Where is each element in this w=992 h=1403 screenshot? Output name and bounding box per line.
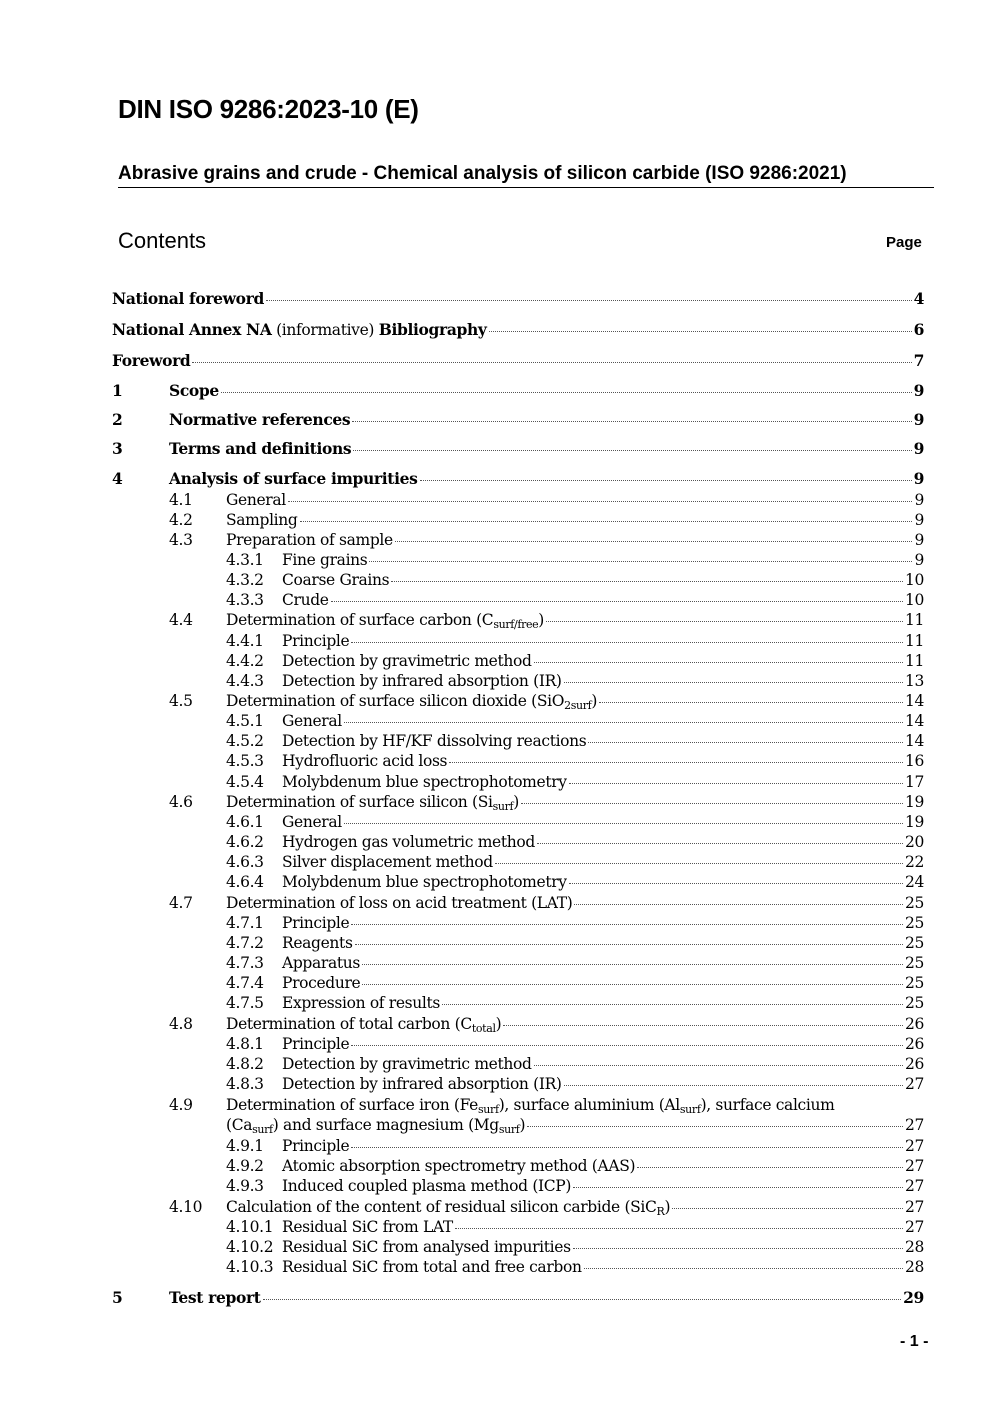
toc-leader — [369, 560, 912, 562]
toc-entry-4-2[interactable] — [169, 510, 924, 530]
toc-leader — [355, 943, 903, 945]
toc-title: Atomic absorption spectrometry method (AAS) — [282, 1157, 636, 1175]
toc-leader — [221, 391, 912, 393]
toc-leader — [546, 620, 903, 622]
toc-leader — [569, 782, 903, 784]
toc-leader — [351, 641, 903, 643]
toc-entry-4-9-3[interactable] — [226, 1176, 924, 1196]
toc-page: 26 — [904, 1055, 924, 1073]
toc-title — [112, 320, 487, 340]
toc-entry-4-5-1[interactable] — [226, 711, 924, 731]
toc-page: 11 — [904, 611, 924, 629]
toc-entry-national-annex[interactable] — [112, 320, 924, 340]
toc-entry-4-8-2[interactable] — [226, 1054, 924, 1074]
toc-number: 4.1 — [169, 491, 193, 509]
toc-title: Induced coupled plasma method (ICP) — [282, 1177, 572, 1195]
toc-title: Apparatus — [282, 954, 360, 972]
toc-number: 4.9.1 — [226, 1137, 264, 1155]
toc-page: 11 — [904, 652, 924, 670]
toc-title: Principle — [282, 1035, 350, 1053]
toc-leader — [574, 903, 903, 905]
toc-leader — [192, 361, 911, 363]
toc-title: Silver displacement method — [282, 853, 493, 871]
toc-title: Residual SiC from LAT — [282, 1218, 453, 1236]
toc-page: 9 — [914, 551, 924, 569]
toc-entry-4-4-3[interactable] — [226, 671, 924, 691]
toc-entry-4-9-2[interactable] — [226, 1156, 924, 1176]
toc-number: 4.5.3 — [226, 752, 264, 770]
toc-entry-4-3[interactable] — [169, 530, 924, 550]
toc-entry-4-10-1[interactable] — [226, 1217, 924, 1237]
toc-entry-5[interactable] — [112, 1288, 924, 1308]
toc-entry-4-10[interactable] — [169, 1197, 924, 1217]
toc-entry-4-6-1[interactable] — [226, 812, 924, 832]
toc-leader — [564, 681, 903, 683]
toc-number: 4.3 — [169, 531, 193, 549]
toc-title — [226, 1014, 501, 1034]
toc-title — [226, 691, 597, 711]
footer-page-number: - 1 - — [900, 1333, 929, 1350]
toc-page: 14 — [904, 732, 924, 750]
toc-leader — [637, 1166, 903, 1168]
toc-number: 4.6.3 — [226, 853, 264, 871]
toc-page: 4 — [913, 289, 924, 308]
toc-number: 5 — [112, 1288, 123, 1307]
toc-page: 14 — [904, 692, 924, 710]
toc-number: 4 — [112, 469, 123, 488]
toc-page: 24 — [904, 873, 924, 891]
toc-number: 4.5.2 — [226, 732, 264, 750]
toc-page: 25 — [904, 894, 924, 912]
toc-title-subscript: surf/free — [493, 618, 539, 631]
toc-number: 4.6.1 — [226, 813, 264, 831]
toc-entry-4-9-1[interactable] — [226, 1136, 924, 1156]
toc-entry-4-6-3[interactable] — [226, 852, 924, 872]
toc-entry-national-foreword[interactable] — [112, 289, 924, 309]
toc-page: 27 — [904, 1157, 924, 1175]
toc-page: 11 — [904, 632, 924, 650]
toc-number: 4.10 — [169, 1198, 203, 1216]
toc-title: National foreword — [112, 289, 264, 308]
toc-entry-4[interactable] — [112, 469, 924, 489]
toc-page: 19 — [904, 793, 924, 811]
toc-title: Reagents — [282, 934, 353, 952]
toc-leader — [351, 1044, 903, 1046]
toc-title-end: ) — [591, 692, 598, 710]
toc-title: Molybdenum blue spectrophotometry — [282, 873, 567, 891]
toc-page: 9 — [913, 410, 924, 429]
toc-leader — [569, 882, 903, 884]
toc-page: 28 — [904, 1238, 924, 1256]
toc-number: 4.3.1 — [226, 551, 264, 569]
contents-heading: Contents — [118, 228, 207, 253]
toc-entry-4-10-2[interactable] — [226, 1237, 924, 1257]
toc-entry-4-7-2[interactable] — [226, 933, 924, 953]
toc-number: 4.9.3 — [226, 1177, 264, 1195]
toc-title-end: ) — [513, 793, 519, 811]
toc-leader — [534, 661, 903, 663]
toc-page: 19 — [904, 813, 924, 831]
toc-title: Detection by HF/KF dissolving reactions — [282, 732, 587, 750]
page-column-heading: Page — [886, 234, 922, 251]
toc-number: 4.7.3 — [226, 954, 264, 972]
toc-page: 17 — [904, 773, 924, 791]
toc-leader — [266, 299, 912, 301]
toc-title-subscript: 2surf — [564, 699, 592, 712]
toc-title: Coarse Grains — [282, 571, 390, 589]
toc-leader — [573, 1247, 903, 1249]
toc-title: Scope — [169, 381, 219, 400]
toc-page: 9 — [914, 511, 924, 529]
toc-page: 27 — [904, 1198, 924, 1216]
toc-entry-4-9-line1[interactable] — [169, 1095, 924, 1115]
toc-leader — [672, 1207, 903, 1209]
toc-leader — [351, 923, 903, 925]
toc-entry-4-5[interactable] — [169, 691, 924, 711]
toc-title: General — [226, 491, 286, 509]
toc-entry-4-9-line2[interactable] — [226, 1115, 924, 1135]
toc-leader — [352, 420, 911, 422]
toc-number: 3 — [112, 439, 123, 458]
toc-title: Fine grains — [282, 551, 368, 569]
toc-page: 29 — [903, 1288, 924, 1307]
toc-title — [226, 1095, 834, 1115]
toc-entry-4-7[interactable] — [169, 893, 924, 913]
toc-title-subscript: surf — [252, 1123, 273, 1136]
toc-page: 27 — [904, 1137, 924, 1155]
toc-page: 25 — [904, 954, 924, 972]
toc-leader — [449, 761, 903, 763]
toc-entry-4-7-5[interactable] — [226, 993, 924, 1013]
toc-entry-4-8-3[interactable] — [226, 1074, 924, 1094]
toc-leader — [420, 479, 912, 481]
toc-page: 27 — [904, 1075, 924, 1093]
toc-number: 4.6.2 — [226, 833, 264, 851]
toc-entry-4-7-1[interactable] — [226, 913, 924, 933]
toc-title-end: ) — [664, 1198, 671, 1216]
toc-page: 28 — [904, 1258, 924, 1276]
toc-entry-4-8[interactable] — [169, 1014, 924, 1034]
toc-entry-4-8-1[interactable] — [226, 1034, 924, 1054]
toc-title: Preparation of sample — [226, 531, 393, 549]
toc-page: 26 — [904, 1015, 924, 1033]
toc-entry-4-6[interactable] — [169, 792, 924, 812]
toc-title: Hydrofluoric acid loss — [282, 752, 448, 770]
toc-number: 4.10.1 — [226, 1218, 274, 1236]
toc-entry-4-5-3[interactable] — [226, 751, 924, 771]
toc-leader — [351, 1146, 903, 1148]
toc-number: 4.7.1 — [226, 914, 264, 932]
toc-title: Molybdenum blue spectrophotometry — [282, 773, 567, 791]
toc-number: 4.7 — [169, 894, 193, 912]
toc-title: Detection by gravimetric method — [282, 652, 532, 670]
toc-leader — [503, 1024, 903, 1026]
toc-title: Principle — [282, 1137, 350, 1155]
toc-title-subscript: total — [471, 1022, 496, 1035]
toc-leader — [362, 983, 903, 985]
toc-entry-4-4-2[interactable] — [226, 651, 924, 671]
toc-title-text: Determination of surface silicon dioxide (SiO — [226, 692, 565, 710]
toc-title-text: Determination of surface silicon (Si — [226, 793, 493, 811]
toc-title: Terms and definitions — [169, 439, 352, 458]
toc-title-mid: ), surface aluminium (Al — [498, 1096, 680, 1114]
toc-leader — [391, 580, 903, 582]
toc-page: 10 — [904, 571, 924, 589]
toc-leader — [353, 449, 911, 451]
toc-number: 4.6.4 — [226, 873, 264, 891]
toc-number: 4.4.1 — [226, 632, 264, 650]
toc-title-end: ) — [538, 611, 544, 629]
doc-title: Abrasive grains and crude - Chemical analysis of silicon carbide (ISO 9286:2021) — [118, 163, 934, 188]
toc-entry-4-10-3[interactable] — [226, 1257, 924, 1277]
toc-number: 4.8.3 — [226, 1075, 264, 1093]
toc-number: 4.2 — [169, 511, 193, 529]
toc-title: Hydrogen gas volumetric method — [282, 833, 535, 851]
toc-leader — [584, 1267, 903, 1269]
toc-number: 4.9 — [169, 1096, 193, 1114]
toc-number: 4.8.2 — [226, 1055, 264, 1073]
toc-entry-4-6-4[interactable] — [226, 872, 924, 892]
toc-page: 25 — [904, 914, 924, 932]
toc-page: 7 — [913, 351, 924, 370]
toc-page: 13 — [904, 672, 924, 690]
toc-leader — [537, 842, 903, 844]
toc-page: 6 — [913, 320, 924, 339]
toc-number: 4.7.4 — [226, 974, 264, 992]
toc-number: 4.4.2 — [226, 652, 264, 670]
toc-title-text: Calculation of the content of residual silicon carbide (SiC — [226, 1198, 657, 1216]
toc-number: 4.5.4 — [226, 773, 264, 791]
toc-page: 14 — [904, 712, 924, 730]
toc-title-text: Determination of surface carbon (C — [226, 611, 494, 629]
toc-entry-4-3-3[interactable] — [226, 590, 924, 610]
toc-leader — [344, 721, 903, 723]
toc-title: Residual SiC from total and free carbon — [282, 1258, 582, 1276]
toc-leader — [300, 520, 913, 522]
doc-id: DIN ISO 9286:2023-10 (E) — [118, 94, 419, 124]
toc-number: 4.3.2 — [226, 571, 264, 589]
toc-title — [226, 792, 519, 812]
toc-number: 4.8 — [169, 1015, 193, 1033]
toc-number: 4.9.2 — [226, 1157, 264, 1175]
toc-entry-4-6-2[interactable] — [226, 832, 924, 852]
toc-entry-1[interactable] — [112, 381, 924, 401]
toc-leader — [395, 540, 913, 542]
toc-title: Residual SiC from analysed impurities — [282, 1238, 571, 1256]
toc-leader — [489, 330, 912, 332]
toc-title: Test report — [169, 1288, 261, 1307]
toc-leader — [455, 1227, 903, 1229]
toc-title — [226, 1197, 670, 1217]
toc-title-mid: ) and surface magnesium (Mg — [272, 1116, 499, 1134]
toc-page: 22 — [904, 853, 924, 871]
toc-leader — [495, 862, 903, 864]
toc-page: 9 — [914, 491, 924, 509]
toc-entry-4-5-2[interactable] — [226, 731, 924, 751]
toc-title: Determination of loss on acid treatment (LAT) — [226, 894, 573, 912]
toc-entry-4-3-2[interactable] — [226, 570, 924, 590]
toc-title: Detection by infrared absorption (IR) — [282, 1075, 562, 1093]
toc-title: Sampling — [226, 511, 298, 529]
toc-entry-foreword[interactable] — [112, 351, 924, 371]
toc-title: Detection by infrared absorption (IR) — [282, 672, 562, 690]
toc-entry-4-4-1[interactable] — [226, 631, 924, 651]
toc-leader — [362, 963, 903, 965]
toc-title-text: (Ca — [226, 1116, 253, 1134]
toc-number: 4.5 — [169, 692, 193, 710]
toc-title: Crude — [282, 591, 329, 609]
toc-page: 10 — [904, 591, 924, 609]
toc-number: 2 — [112, 410, 123, 429]
toc-title: Detection by gravimetric method — [282, 1055, 532, 1073]
toc-number: 4.4 — [169, 611, 193, 629]
toc-title: Procedure — [282, 974, 361, 992]
toc-leader — [288, 500, 913, 502]
toc-page: 9 — [914, 531, 924, 549]
toc-entry-2[interactable] — [112, 410, 924, 430]
toc-title: Principle — [282, 632, 350, 650]
toc-title: Expression of results — [282, 994, 440, 1012]
toc-title-text: National Annex NA (informative) Bibliography — [112, 320, 487, 339]
toc-title-subscript: surf — [498, 1123, 520, 1136]
toc-page: 27 — [904, 1116, 924, 1134]
toc-number: 4.4.3 — [226, 672, 264, 690]
toc-number: 4.7.5 — [226, 994, 264, 1012]
toc-leader — [534, 1064, 903, 1066]
toc-title-mid: ), surface calcium — [700, 1096, 835, 1114]
toc-page: 9 — [913, 439, 924, 458]
toc-entry-4-7-3[interactable] — [226, 953, 924, 973]
toc-title: Analysis of surface impurities — [169, 469, 418, 488]
toc-entry-4-5-4[interactable] — [226, 772, 924, 792]
toc-number: 4.8.1 — [226, 1035, 264, 1053]
toc-leader — [263, 1298, 902, 1300]
toc-leader — [344, 822, 903, 824]
toc-title: General — [282, 813, 342, 831]
toc-leader — [521, 802, 903, 804]
toc-page: 27 — [904, 1177, 924, 1195]
toc-title — [226, 1115, 525, 1135]
toc-page: 27 — [904, 1218, 924, 1236]
toc-leader — [442, 1003, 903, 1005]
toc-entry-3[interactable] — [112, 439, 924, 459]
toc-leader — [564, 1084, 903, 1086]
toc-page: 16 — [904, 752, 924, 770]
toc-title: General — [282, 712, 342, 730]
toc-leader — [331, 600, 903, 602]
toc-page: 25 — [904, 994, 924, 1012]
toc-page: 25 — [904, 974, 924, 992]
toc-title-end: ) — [519, 1116, 526, 1134]
toc-number: 4.5.1 — [226, 712, 264, 730]
toc-entry-4-7-4[interactable] — [226, 973, 924, 993]
toc-number: 1 — [112, 381, 123, 400]
toc-entry-4-1[interactable] — [169, 490, 924, 510]
toc-page: 20 — [904, 833, 924, 851]
toc-number: 4.3.3 — [226, 591, 264, 609]
toc-page: 25 — [904, 934, 924, 952]
toc-leader — [588, 741, 903, 743]
toc-leader — [599, 701, 903, 703]
toc-page: 26 — [904, 1035, 924, 1053]
toc-title: Foreword — [112, 351, 191, 370]
toc-title — [226, 610, 544, 630]
toc-title: Normative references — [169, 410, 351, 429]
toc-number: 4.6 — [169, 793, 193, 811]
toc-page: 9 — [913, 381, 924, 400]
toc-title-subscript: surf — [679, 1103, 701, 1116]
toc-entry-4-3-1[interactable] — [226, 550, 924, 570]
toc-title-end: ) — [495, 1015, 502, 1033]
toc-title-subscript: R — [656, 1205, 665, 1218]
toc-title: Principle — [282, 914, 350, 932]
toc-number: 4.10.2 — [226, 1238, 274, 1256]
toc-title-text: Determination of surface iron (Fe — [226, 1096, 479, 1114]
toc-page: 9 — [913, 469, 924, 488]
toc-entry-4-4[interactable] — [169, 610, 924, 630]
toc-number: 4.7.2 — [226, 934, 264, 952]
toc-leader — [527, 1125, 903, 1127]
toc-title-text: Determination of total carbon (C — [226, 1015, 472, 1033]
toc-leader — [573, 1186, 903, 1188]
toc-number: 4.10.3 — [226, 1258, 274, 1276]
toc-title-subscript: surf — [492, 800, 514, 813]
toc-title-subscript: surf — [478, 1103, 499, 1116]
